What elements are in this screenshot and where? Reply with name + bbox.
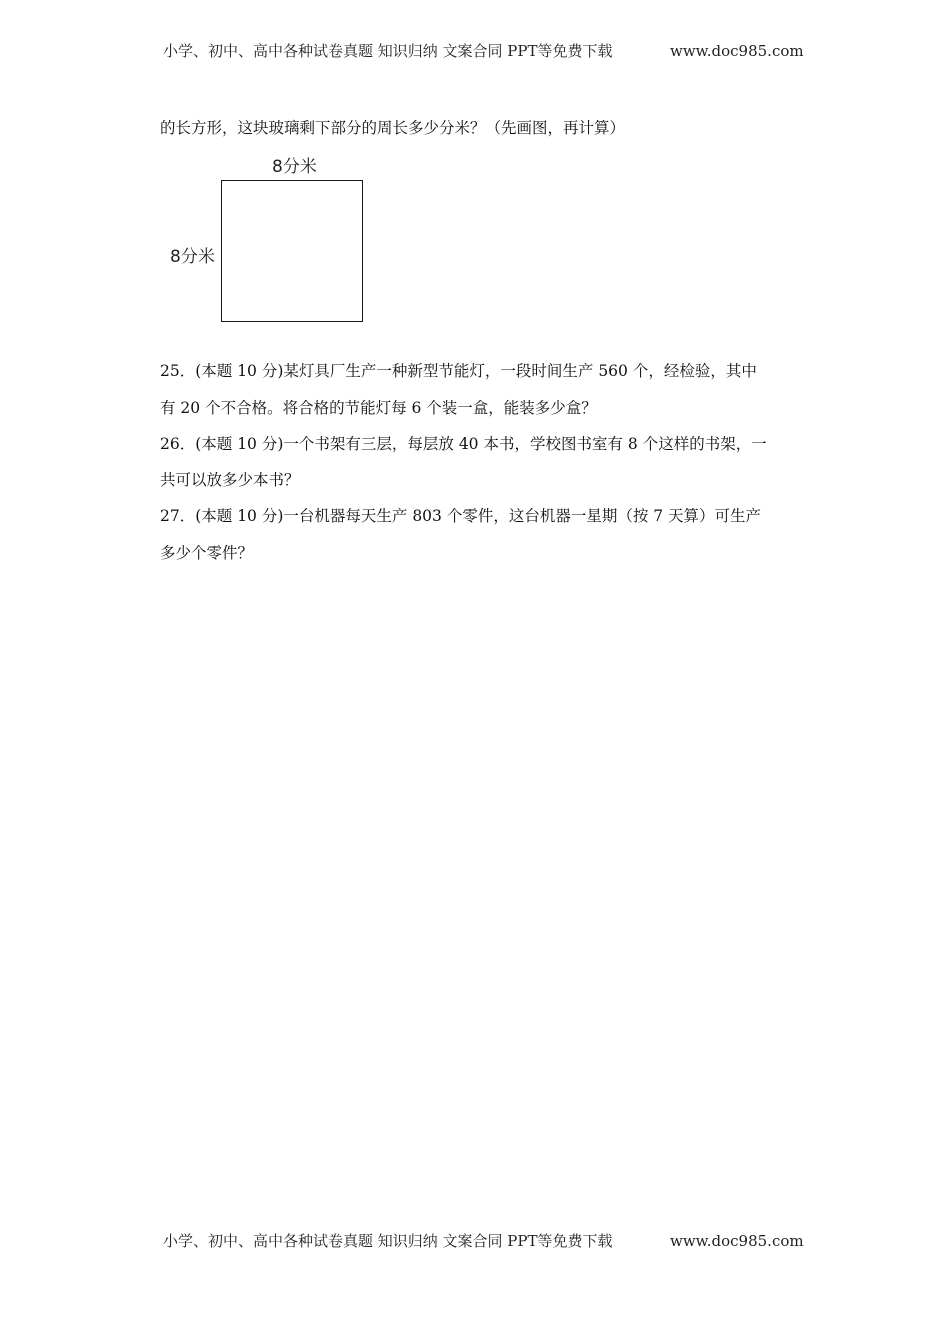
glass-square-figure bbox=[221, 180, 363, 322]
figure-left-label: 8分米 bbox=[170, 247, 215, 267]
footer-site-link[interactable]: www.doc985.com bbox=[670, 1232, 804, 1250]
question-26-line-1: 26．(本题 10 分)一个书架有三层，每层放 40 本书，学校图书室有 8 个这样的书架，一 bbox=[160, 435, 767, 453]
question-27-line-2: 多少个零件？ bbox=[160, 544, 254, 562]
question-24-tail: 的长方形，这块玻璃剩下部分的周长多少分米？（先画图，再计算） bbox=[160, 119, 626, 137]
page-header bbox=[163, 41, 803, 61]
question-25-line-1: 25．(本题 10 分)某灯具厂生产一种新型节能灯，一段时间生产 560 个，经检验，其中 bbox=[160, 362, 757, 380]
question-27-line-1: 27．(本题 10 分)一台机器每天生产 803 个零件，这台机器一星期（按 7 天算）可生产 bbox=[160, 507, 762, 525]
question-25-line-2: 有 20 个不合格。将合格的节能灯每 6 个装一盒，能装多少盒？ bbox=[160, 399, 597, 417]
footer-text: 小学、初中、高中各种试卷真题 知识归纳 文案合同 PPT等免费下载 bbox=[163, 1232, 613, 1250]
figure-top-label: 8分米 bbox=[272, 157, 317, 177]
header-site-link[interactable]: www.doc985.com bbox=[670, 42, 804, 60]
page-footer bbox=[163, 1231, 803, 1251]
header-text: 小学、初中、高中各种试卷真题 知识归纳 文案合同 PPT等免费下载 bbox=[163, 42, 613, 60]
question-26-line-2: 共可以放多少本书？ bbox=[160, 471, 300, 489]
